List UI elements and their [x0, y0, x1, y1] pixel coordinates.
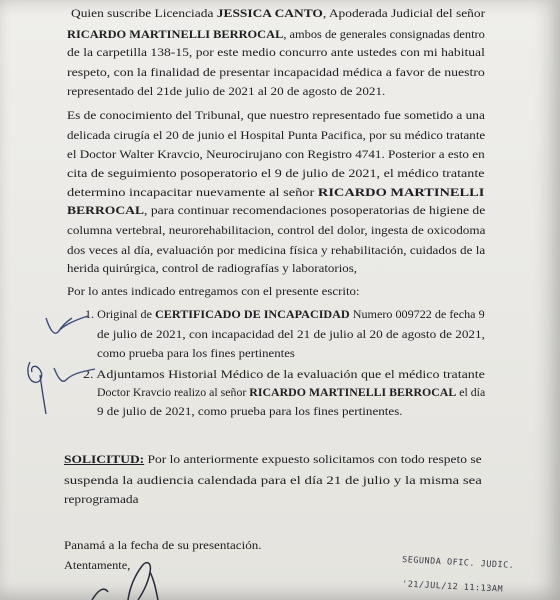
text: Numero 009722 de fecha 9	[349, 307, 485, 321]
intro-line-5: representado del 21de julio de 2021 al 20 de agosto de 2021.	[67, 84, 386, 98]
para2-line-4: cita de seguimiento posoperatorio el 9 de julio de 2021, el médico tratante	[67, 166, 485, 180]
item-2-line-3: 9 de julio de 2021, como prueba para los fines pertinentes.	[97, 404, 403, 418]
solicitud-line-1	[64, 452, 482, 466]
client-surname: BERROCAL	[67, 203, 145, 217]
item-1-line-1	[85, 307, 485, 321]
item-1-line-3: como prueba para los fines pertinentes	[97, 346, 295, 360]
text: , para continuar recomendaciones posoperatorias de higiene de	[144, 203, 486, 217]
received-stamp-line-2: '21/JUL/12 11:13AM	[401, 579, 504, 595]
text: Original de	[97, 307, 156, 321]
regards-line: Atentamente,	[64, 558, 131, 572]
certificate-title: CERTIFICADO DE INCAPACIDAD	[155, 307, 350, 321]
intro-line-1	[71, 6, 485, 20]
received-stamp-line-1: SEGUNDA OFIC. JUDIC.	[401, 555, 515, 571]
margin-initials	[28, 362, 46, 414]
intro-line-3: de la carpetilla 138-15, por este medio concurro ante ustedes con mi habitual	[67, 45, 485, 59]
solicitud-line-2: suspenda la audiencia calendada para el día 21 de julio y la misma sea	[64, 473, 482, 487]
place-date-line: Panamá a la fecha de su presentación.	[64, 538, 262, 552]
item-2-line-2	[97, 385, 485, 399]
para2-line-5	[67, 185, 484, 199]
para2-line-3: el Doctor Walter Kravcio, Neurocirujano con Registro 4741. Posterior a esto en	[67, 147, 485, 161]
intro-line-4: respeto, con la finalidad de presentar incapacidad médica a favor de nuestro	[67, 65, 485, 79]
para2-line-6	[67, 203, 485, 217]
para2-line-1: Es de conocimiento del Tribunal, que nuestro representado fue sometido a una	[67, 108, 485, 122]
solicitud-label: SOLICITUD:	[64, 452, 145, 466]
text: el día	[456, 385, 486, 399]
text: Por lo anteriormente expuesto solicitamos con todo respeto se	[144, 452, 482, 466]
text: Adjuntamos Historial Médico de la evaluación que el médico tratante	[96, 367, 485, 381]
para2-line-7: columna vertebral, neurorehabilitacion, control del dolor, ingesta de oxicodoma	[67, 223, 486, 237]
check-mark-1	[46, 316, 88, 333]
attorney-name: JESSICA CANTO	[216, 6, 323, 20]
text: , ambos de generales consignadas dentro	[283, 27, 485, 41]
text: Doctor Kravcio realizo al señor	[97, 385, 250, 399]
text: determino incapacitar nuevamente al señor	[67, 185, 318, 199]
para2-line-8: dos veces al día, evaluación por medicina física y rehabilitación, cuidados de la	[67, 243, 486, 257]
text: , Apoderada Judicial del señor	[322, 6, 486, 20]
text: Quien suscribe Licenciada	[71, 6, 217, 20]
client-name: RICARDO MARTINELLI	[317, 185, 485, 199]
client-name: RICARDO MARTINELLI BERROCAL	[67, 27, 284, 41]
list-intro: Por lo antes indicado entregamos con el presente escrito:	[67, 284, 360, 298]
solicitud-line-3: reprogramada	[64, 492, 139, 506]
item-number: 2.	[83, 367, 94, 381]
item-1-line-2: de julio de 2021, con incapacidad del 21 de julio al 20 de agosto de 2021,	[97, 327, 485, 341]
client-name: RICARDO MARTINELLI BERROCAL	[249, 385, 457, 399]
intro-line-2	[67, 27, 485, 41]
item-2-line-1	[83, 367, 485, 381]
para2-line-9: herida quirúrgica, control de radiografías y laboratorios,	[67, 261, 358, 275]
para2-line-2: delicada cirugía el 20 de junio el Hospital Punta Pacifica, por su médico tratante	[67, 128, 486, 142]
item-number: 1.	[85, 307, 95, 321]
